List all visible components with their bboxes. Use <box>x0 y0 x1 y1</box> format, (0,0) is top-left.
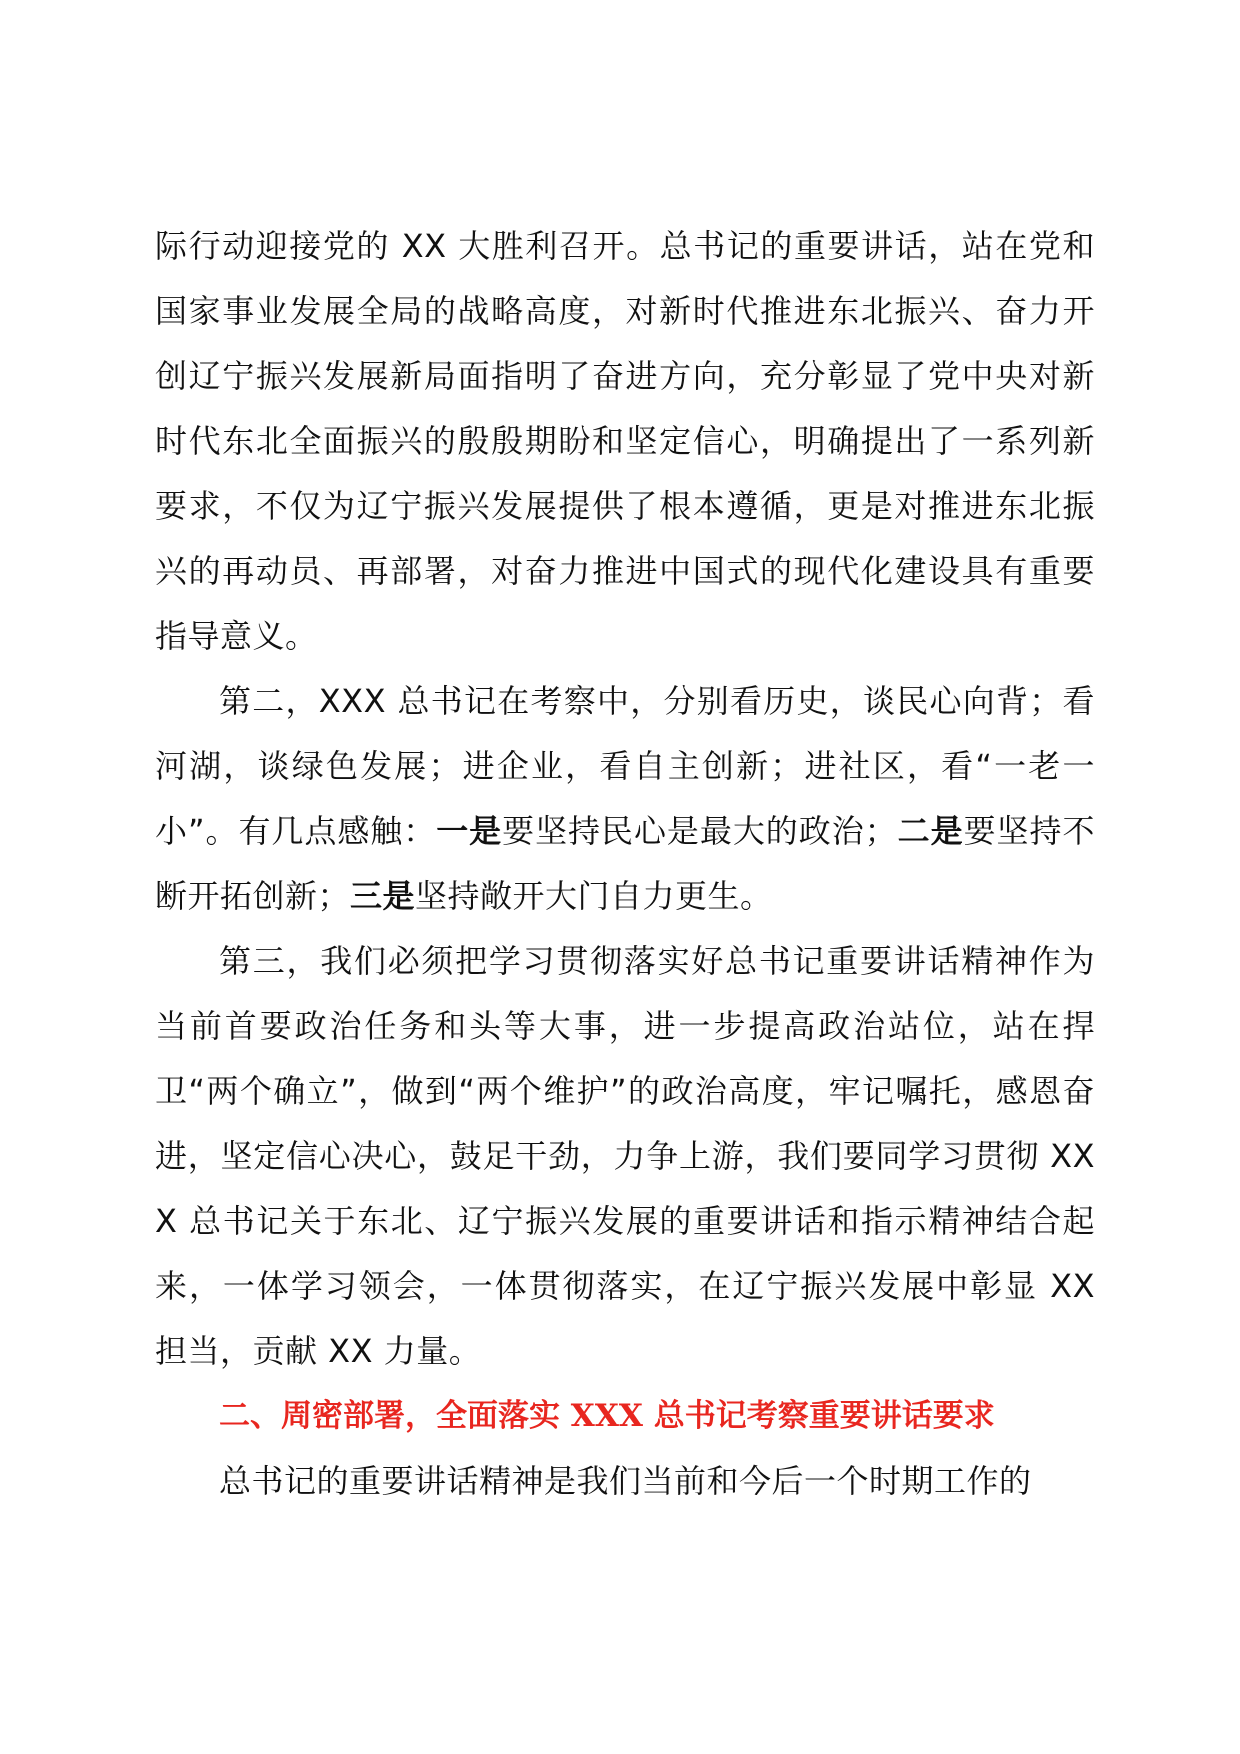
point-third: 坚持敞开大门自力更生。 <box>415 877 773 915</box>
section-heading-2: 二、周密部署，全面落实 XXX 总书记考察重要讲话要求 <box>219 1398 995 1434</box>
paragraph-section-2-intro: 总书记的重要讲话精神是我们当前和今后一个时期工作的 <box>219 1462 1032 1500</box>
paragraph-third-point: 第三，我们必须把学习贯彻落实好总书记重要讲话精神作为当前首要政治任务和头等大事，进一步提高政治站位，站在捍卫“两个确立”，做到“两个维护”的政治高度，牢记嘱托，感恩奋进，坚定信心决心，鼓足干劲，力争上游，我们要同学习贯彻 XXX 总书记关于东北、辽宁振兴发展的重要讲话和指示精神结合起来，一体学习领会，一体贯彻落实，在辽宁振兴发展中彰显 XX 担当，贡献 XX 力量。 <box>155 942 1095 1370</box>
paragraph-second-lead: 第二，XXX 总书记在考察中，分别看历史，谈民心向背；看河湖，谈绿色发展；进企业，看自主创新；进社区，看“一老一小”。有几点感触： <box>155 682 1095 850</box>
point-first: 要坚持民心是最大的政治； <box>502 812 898 850</box>
keyword-second: 二是 <box>897 812 964 850</box>
point-second: 要坚持不断开拓创新； <box>155 812 1095 915</box>
keyword-first: 一是 <box>436 812 503 850</box>
keyword-third: 三是 <box>350 877 416 915</box>
document-body <box>155 214 1095 1514</box>
paragraph-second-point <box>155 669 1095 929</box>
paragraph-continuation: 际行动迎接党的 XX 大胜利召开。总书记的重要讲话，站在党和国家事业发展全局的战略高度，对新时代推进东北振兴、奋力开创辽宁振兴发展新局面指明了奋进方向，充分彰显了党中央对新时代东北全面振兴的殷殷期盼和坚定信心，明确提出了一系列新要求，不仅为辽宁振兴发展提供了根本遵循，更是对推进东北振兴的再动员、再部署，对奋力推进中国式的现代化建设具有重要指导意义。 <box>155 227 1095 655</box>
